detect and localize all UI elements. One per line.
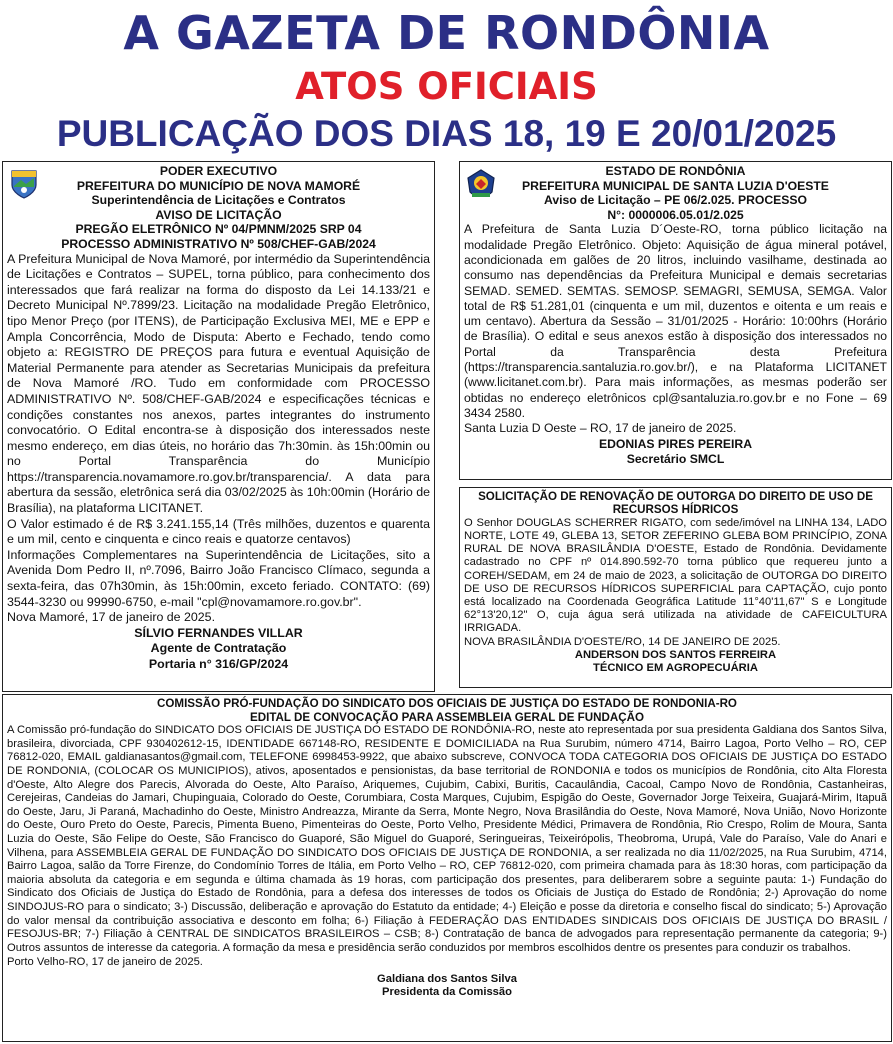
notice-body: O Valor estimado é de R$ 3.241.155,14 (Três milhões, duzentos e quarenta e um mil, cento e cinquenta e cinco reais e quatorze centavos)	[7, 516, 430, 547]
publication-date-line: PUBLICAÇÃO DOS DIAS 18, 19 E 20/01/2025	[56, 113, 837, 154]
notice-header	[7, 164, 430, 252]
signer-ordinance: Portaria n° 316/GP/2024	[148, 657, 289, 671]
header-line: N°: 0000006.05.01/2.025	[607, 207, 744, 222]
place-date: Porto Velho-RO, 17 de janeiro de 2025.	[7, 956, 203, 969]
notice-water-rights	[459, 487, 892, 688]
place-date: NOVA BRASILÂNDIA D'OESTE/RO, 14 DE JANEIRO DE 2025.	[464, 635, 781, 648]
signer-role: Agente de Contratação	[150, 641, 287, 656]
header-line: AVISO DE LICITAÇÃO	[155, 207, 282, 222]
notice-body: O Senhor DOUGLAS SCHERRER RIGATO, com sede/imóvel na LINHA 134, LADO NORTE, LOTE 49, GLEBA 13, SETOR ZEFERINO GLEBA BOM PRINCÍPIO, ZONA RURAL DE NOVA BRASILÂNDIA D'OESTE, Estado de Rondônia. Devidamente cadastrado no CPF nº 014.890.592-70 torna público que requereu junto a COREH/SEDAM, em 24 de maio de 2023, a solicitação de OUTORGA DO DIREITO DE USO DE RECURSOS HÍDRICOS SUPERFICIAL para CAPTAÇÃO, cujo ponto está localizado na Coordenada Geográfica Latitude 11°40'11,67" S e Longitude 62°13'20,12" O, cuja água será utilizada na atividade de CAFEICULTURA IRRIGADA.	[464, 516, 887, 635]
header-line: RECURSOS HÍDRICOS	[612, 503, 739, 517]
notice-header	[464, 164, 887, 222]
notice-santa-luzia	[459, 161, 892, 480]
notice-body: A Comissão pró-fundação do SINDICATO DOS OFICIAIS DE JUSTIÇA DO ESTADO DE RONDÔNIA-RO, neste ato representada por sua presidenta Galdiana dos Santos Silva, brasileira, divorciada, CPF 930402612-15, IDENTIDADE 667148-RO, RESIDENTE E DOMICILIADA na Rua Surubim, número 4714, Bairro Lagoa, Porto Velho – RO, CEP 76812-020, EMAIL galdianasantos@gmail.com, TELEFONE 6998453-9922, que abaixo subscreve, CONVOCA TODA CATEGORIA DOS OFICIAIS DE JUSTIÇA DO ESTADO DE RONDONIA, (COLOCAR OS MUNICIPIOS), ativos, aposentados e pensionistas, da base territorial de RONDONIA e todos os municípios de Rondônia, cito Alta Floresta d'Oeste, Alto Alegre dos Parecis, Alvorada do Oeste, Alto Paraíso, Ariquemes, Cujubim, Cabixi, Buritis, Cacaulândia, Cacoal, Campo Novo de Rondônia, Castanheiras, Cerejeiras, Candeias do Jamari, Chupinguaia, Colorado do Oeste, Corumbiara, Costa Marques, Cujubim, Espigão do Oeste, Governador Jorge Teixeira, Guajará-Mirim, Itapuã do Oeste, Jaru, Ji Paraná, Machadinho do Oeste, Ministro Andreazza, Mirante da Serra, Monte Negro, Nova Brasilândia do Oeste, Nova Mamoré, Nova União, Novo Horizonte do Oeste, Ouro Preto do Oeste, Parecis, Pimenta Bueno, Pimenteiras do Oeste, Porto Velho, Presidente Médici, Primavera de Rondônia, Rio Crespo, Rolim de Moura, Santa Luzia do Oeste, São Felipe do Oeste, São Francisco do Guaporé, São Miguel do Guaporé, Seringueiras, Teixeirópolis, Theobroma, Urupá, Vale do Paraíso, Vale do Anari e Vilhena, para ASSEMBLEIA GERAL DE FUNDAÇÃO DO SINDICATO DOS OFICIAIS DE JUSTIÇA DE RONDONIA, a ser realizada no dia 11/02/2025, na Rua Surubim, 4714, Bairro Lagoa, salão da Torre Firenze, do Condomínio Torres de Itália, em Porto Velho – RO, CEP 76812-020, com primeira chamada para às 18:30 horas, com participação da maioria absoluta da categoria e em segunda e última chamada às 19 horas, com participação dos presentes, para deliberarem sobre a seguinte pauta: 1-) Fundação do Sindicato dos Oficiais de Justiça do Estado de Rondônia, para a defesa dos interesses de todos os Oficiais de Justiça do Estado de Rondônia; 2-) Aprovação do nome SINDOJUS-RO para o sindicato; 3-) Discussão, deliberação e aprovação do Estatuto da entidade; 4-) Eleição e posse da diretoria e conselho fiscal do sindicato; 5-) Aprovação do valor mensal da contribuição associativa e desconto em folha; 6-) Filiação à FEDERAÇÃO DAS ENTIDADES SINDICAIS DOS OFICIAIS DE JUSTIÇA DO BRASIL / FESOJUS-BR; 7-) Filiação à CENTRAL DE SINDICATOS BRASILEIROS – CSB; 8-) Contratação de banca de advogados para representação permanente da categoria; 9-) Outros assuntos de interesse da categoria. A formação da mesa e presidência serão conduzidos por membros escolhidos dentre os presentes para conduzir os trabalhos.	[7, 724, 887, 954]
notice-body: Informações Complementares na Superintendência de Licitações, sito a Avenida Dom Pedro II, nº.7096, Bairro João Francisco Clímaco, segunda a sexta-feira, das 07h30min, às 15h:00min, exceto feriado. CONTATO: (69) 3544-3230 ou 99990-6750, e-mail "cpl@novamamore.ro.gov.br".	[7, 547, 430, 609]
santa-luzia-crest-icon	[466, 168, 496, 200]
signature-block	[7, 626, 430, 673]
signature-block	[464, 437, 887, 468]
nova-mamore-crest-icon	[9, 168, 39, 200]
header-line: PREFEITURA MUNICIPAL DE SANTA LUZIA D'OESTE	[522, 178, 829, 193]
header-line: EDITAL DE CONVOCAÇÃO PARA ASSEMBLEIA GERAL DE FUNDAÇÃO	[250, 710, 644, 724]
header-line: PREGÃO ELETRÔNICO Nº 04/PMNM/2025 SRP 04	[75, 222, 362, 237]
signer-role: Secretário SMCL	[626, 451, 725, 466]
signer-role: TÉCNICO EM AGROPECUÁRIA	[593, 662, 758, 675]
notice-header	[464, 490, 887, 517]
notice-nova-mamore	[2, 161, 435, 692]
header-line: ESTADO DE RONDÔNIA	[605, 164, 746, 178]
signer-role: Presidenta da Comissão	[382, 986, 512, 999]
place-date: Nova Mamoré, 17 de janeiro de 2025.	[7, 610, 216, 625]
notice-body: A Prefeitura Municipal de Nova Mamoré, por intermédio da Superintendência de Licitações e Contratos – SUPEL, torna público, para conhecimento dos interessados que fará realizar na forma do disposto da Lei 14.133/21 e Decreto Municipal Nº.7899/23. Licitação na modalidade Pregão Eletrônico, tipo Menor Preço (por ITENS), de Participação Exclusiva MEI, ME e EPP e Ampla Concorrência, Modo de Disputa: Aberto e Fechado, tendo como objeto a: REGISTRO DE PREÇOS para futura e eventual Aquisição de Material Permanente para atender as Secretarias Municipais da prefeitura de Nova Mamoré /RO. Tudo em conformidade com PROCESSO ADMINISTRATIVO Nº. 508/CHEF-GAB/2024 e especificações técnicas e condições constantes nos anexos, partes integrantes do instrumento convocatório. O Edital encontra-se à disposição dos interessados neste mesmo endereço, em dias úteis, no horário das 7h:30min. às 15h:00min ou no Portal Transparência do Município https://transparencia.novamamore.ro.gov.br/transparencia/. A data para abertura da sessão, eletrônica será dia 03/02/2025 às 10h:00min (Horário de Brasília), na plataforma LICITANET.	[7, 251, 430, 516]
signer-name: ANDERSON DOS SANTOS FERREIRA	[574, 648, 777, 661]
header-line: PODER EXECUTIVO	[159, 164, 278, 178]
header-line: Aviso de Licitação – PE 06/2.025. PROCESSO	[543, 193, 808, 208]
place-date: Santa Luzia D Oeste – RO, 17 de janeiro de 2025.	[464, 421, 737, 436]
newspaper-title: A GAZETA DE RONDÔNIA	[123, 6, 770, 60]
section-title: ATOS OFICIAIS	[295, 65, 598, 108]
notice-header	[7, 697, 887, 724]
signature-block	[464, 649, 887, 675]
signer-name: Galdiana dos Santos Silva	[377, 972, 517, 985]
notice-body: A Prefeitura de Santa Luzia D´Oeste-RO, torna público licitação na modalidade Pregão Eletrônico. Objeto: Aquisição de água mineral potável, acondicionada em galões de 20 litros, incluindo vasilhame, destinada ao consumo nas dependências da Prefeitura Municipal e demais secretarias SEMAD. SEMED. SEMTAS. SEMOSP. SEMAGRI, SEMUSA, SEMGA. Valor total de R$ 51.281,01 (cinquenta e um mil, duzentos e oitenta e um reais e um centavo). Abertura da Sessão – 31/01/2025 - Horário: 10:00hrs (Horário de Brasília). O edital e seus anexos estão à disposição dos interessados no Portal da Transparência desta Prefeitura (https://transparencia.santaluzia.ro.gov.br/), e na Plataforma LICITANET (www.licitanet.com.br). Para mais informações, as mesmas poderão ser obtidas no endereço eletrônicos cpl@santaluzia.ro.gov.br e no Fone – 69 3434 2580.	[464, 222, 887, 420]
header-line: Superintendência de Licitações e Contratos	[91, 193, 346, 208]
signer-name: EDONIAS PIRES PEREIRA	[598, 436, 753, 451]
header-line: PREFEITURA DO MUNICÍPIO DE NOVA MAMORÉ	[76, 178, 361, 193]
signer-name: SÍLVIO FERNANDES VILLAR	[134, 625, 303, 640]
header-line: PROCESSO ADMINISTRATIVO Nº 508/CHEF-GAB/2024	[61, 236, 376, 251]
signature-block	[7, 973, 887, 1000]
notice-sindicato	[2, 694, 892, 1042]
header-line: SOLICITAÇÃO DE RENOVAÇÃO DE OUTORGA DO DIREITO DE USO DE	[478, 490, 873, 503]
header-line: COMISSÃO PRÓ-FUNDAÇÃO DO SINDICATO DOS OFICIAIS DE JUSTIÇA DO ESTADO DE RONDONIA-RO	[157, 697, 737, 710]
